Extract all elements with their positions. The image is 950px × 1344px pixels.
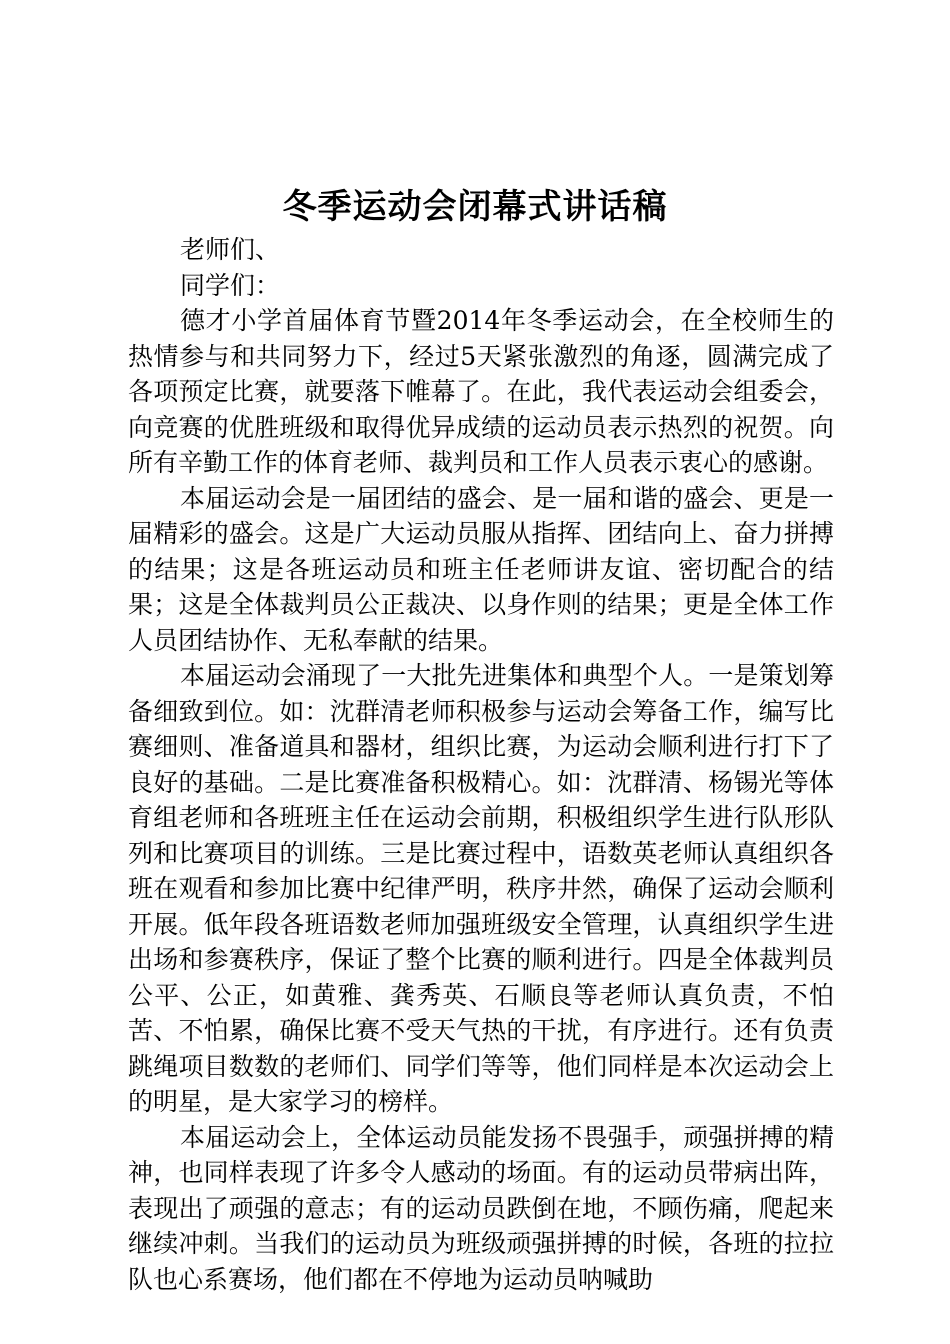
salutation-teachers: 老师们、 [180, 235, 281, 264]
paragraph-opening: 德才小学首届体育节暨2014年冬季运动会，在全校师生的热情参与和共同努力下，经过5天紧张激烈的角逐，圆满完成了各项预定比赛，就要落下帷幕了。在此，我代表运动会组委会，向竞赛的优胜班级和取得优异成绩的运动员表示热烈的祝贺。向所有辛勤工作的体育老师、裁判员和工作人员表示衷心的感谢。 [128, 306, 834, 477]
paragraph-unity: 本届运动会是一届团结的盛会、是一届和谐的盛会、更是一届精彩的盛会。这是广大运动员服从指挥、团结向上、奋力拼搏的结果；这是各班运动员和班主任老师讲友谊、密切配合的结果；这是全体裁判员公正裁决、以身作则的结果；更是全体工作人员团结协作、无私奉献的结果。 [128, 483, 834, 655]
paragraph-athletes: 本届运动会上，全体运动员能发扬不畏强手，顽强拼搏的精神，也同样表现了许多令人感动的场面。有的运动员带病出阵，表现出了顽强的意志；有的运动员跌倒在地，不顾伤痛，爬起来继续冲刺。当我们的运动员为班级顽强拼搏的时候，各班的拉拉队也心系赛场，他们都在不停地为运动员呐喊助 [128, 1122, 834, 1294]
paragraph-commendations: 本届运动会涌现了一大批先进集体和典型个人。一是策划筹备细致到位。如：沈群清老师积极参与运动会筹备工作，编写比赛细则、准备道具和器材，组织比赛，为运动会顺利进行打下了良好的基础。二是比赛准备积极精心。如：沈群清、杨锡光等体育组老师和各班班主任在运动会前期，积极组织学生进行队形队列和比赛项目的训练。三是比赛过程中，语数英老师认真组织各班在观看和参加比赛中纪律严明，秩序井然，确保了运动会顺利开展。低年段各班语数老师加强班级安全管理，认真组织学生进出场和参赛秩序，保证了整个比赛的顺利进行。四是全体裁判员公平、公正，如黄雅、龚秀英、石顺良等老师认真负责，不怕苦、不怕累，确保比赛不受天气热的干扰，有序进行。还有负责跳绳项目数数的老师们、同学们等等，他们同样是本次运动会上的明星，是大家学习的榜样。 [128, 661, 834, 1116]
salutation-students: 同学们： [180, 270, 281, 300]
document-title: 冬季运动会闭幕式讲话稿 [282, 187, 668, 227]
document-body [128, 232, 834, 1297]
